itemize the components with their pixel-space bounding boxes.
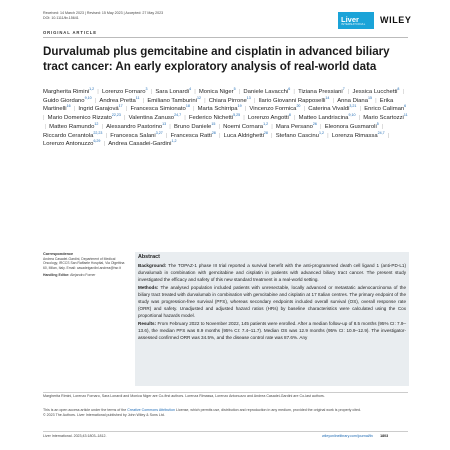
correspondence-block [43,252,125,277]
author-separator: | [72,106,77,113]
author-item [102,89,148,95]
author-separator: | [141,97,146,104]
author-separator: | [95,89,101,95]
author-separator: | [373,97,379,104]
author-item [258,95,330,104]
methods-text: The analysed population included patients with unresectable, locally advanced or metastatic adenocarcinoma of the biliary tract treated with durvalumab in combination with gemcitabine and cisplatin at 17 Italian centres. The primary endpoint of the study was progression-free survival (PFS), whereas secondary endpoints included overall survival (OS), overall response rate (ORR) and safety. Unadjusted and adjusted hazard ratios (HRs) by baseline characteristics were calculated using the Cox proportional hazards model. [138,285,406,318]
author-name: Alessandro Pastorino [106,123,163,130]
author-name: Matteo Landriscina [298,115,349,122]
author-separator: | [380,123,384,130]
author-separator: | [330,97,336,104]
results-label: Results: [138,321,157,327]
correspondence-heading: Correspondence [43,252,74,256]
author-affiliation-sup[interactable]: 3 [145,87,148,92]
author-name: Erika Martinelli [43,97,394,113]
author-item [49,121,99,130]
author-separator: | [124,106,129,113]
author-item [48,115,121,121]
abstract-results [138,321,406,342]
author-affiliation-sup[interactable]: 6 [288,87,291,92]
author-affiliation-sup[interactable]: 11 [403,113,408,118]
author-name: Mario Scartozzi [363,115,404,122]
author-separator: | [357,106,363,113]
author-name: Luca Aldrighetti [223,132,264,139]
doi[interactable]: DOI: 10.1111/liv.15641 [43,16,79,20]
author-affiliation-sup[interactable]: 1,2 [318,130,324,135]
abstract-text [138,263,406,343]
author-separator: | [149,89,154,95]
author-item [298,89,345,95]
author-name: Bruno Daniele [173,123,212,130]
author-separator: | [44,123,48,130]
author-separator: | [269,132,275,139]
author-separator: | [356,115,362,122]
author-item [249,106,300,112]
handling-editor-name: Alejandro Forner [70,272,96,277]
author-separator: | [346,89,352,95]
author-name: Enrico Caliman [364,106,405,113]
author-item [223,121,269,130]
author-affiliation-sup[interactable]: 5 [233,87,236,92]
author-item [324,121,379,130]
author-name: Andrea Pretta [99,97,136,104]
author-item [331,130,385,139]
author-affiliation-sup[interactable]: 3,21 [349,104,357,109]
author-name: Chiara Pirrone [208,97,247,104]
author-item [208,95,251,104]
author-item [43,130,103,139]
author-item [199,89,236,95]
abstract-background [138,263,406,284]
author-item [275,130,324,139]
author-separator: | [269,123,275,130]
author-affiliation-sup[interactable]: 24,7 [377,130,385,135]
logo-main-text: Liver [341,14,359,24]
author-name: Andrea Casadei-Gardini [108,141,172,148]
author-affiliation-sup[interactable]: 12 [94,121,99,126]
author-name: Riccardo Cerantola [43,132,94,139]
received-dates: Received: 14 March 2023 | Revised: 15 May 2023 | Accepted: 27 May 2023 [43,11,164,15]
author-separator: | [237,89,242,95]
author-item [99,95,140,104]
author-name: Emiliano Tamburini [147,97,197,104]
author-item [155,89,191,95]
author-separator: | [386,132,390,139]
author-name: Tiziana Pressiani [298,89,343,95]
license-note [43,408,403,417]
author-affiliation-sup[interactable]: 17 [118,104,123,109]
author-item [198,106,242,112]
author-item [110,130,163,139]
author-separator: | [191,106,197,113]
author-separator: | [202,97,208,104]
author-item [170,130,216,139]
author-item [173,121,216,130]
author-item [78,106,122,112]
author-name: Guido Giordano [43,97,85,104]
author-separator: | [99,123,105,130]
copyright-note: © 2023 The Authors. Liver International published by John Wiley & Sons Ltd. [43,412,165,417]
author-affiliation-sup[interactable]: 1,2 [171,139,177,144]
author-affiliation-sup[interactable]: 4 [189,87,192,92]
handling-editor-label: Handling Editor: [43,272,70,277]
author-name: Valentina Zanuso [128,115,175,122]
author-name: Lorenzo Antonuzzo [43,141,94,148]
author-list [43,88,409,149]
author-separator: | [43,115,47,122]
author-item [353,89,400,95]
author-item [337,95,372,104]
author-item [130,106,189,112]
author-item [299,115,356,121]
author-name: Eleonora Gusmaroli [324,123,377,130]
author-affiliation-sup[interactable]: 13 [162,121,167,126]
author-separator: | [292,115,298,122]
journal-url[interactable]: wileyonlinelibrary.com/journal/liv [322,434,374,438]
author-name: Stefano Cascinu [275,132,319,139]
author-affiliation-sup[interactable]: 6,29 [93,139,101,144]
journal-logo [338,12,374,29]
author-affiliation-sup[interactable]: 15 [211,121,216,126]
author-separator: | [318,123,324,130]
author-name: Lorenzo Fornaro [101,89,146,95]
author-name: Margherita Rimini [43,89,90,95]
page-number: 1803 [380,434,389,438]
license-suffix: License, which permits use, distribution and reproduction in any medium, provided the original work is properly cited. [175,408,362,412]
abstract-heading: Abstract [138,254,160,260]
author-affiliation-sup[interactable]: 9,10 [84,95,92,100]
author-item [147,95,201,104]
author-item [363,115,407,121]
author-affiliation-sup[interactable]: 24,7 [174,113,182,118]
author-item [189,115,240,121]
author-affiliation-sup[interactable]: 1,2 [263,121,269,126]
author-separator: | [243,106,248,113]
author-affiliation-sup[interactable]: 11 [135,95,140,100]
author-name: Anna Diana [337,97,368,104]
author-item [364,106,406,112]
author-affiliation-sup[interactable]: 1,2 [89,87,95,92]
author-affiliation-sup[interactable]: 22,23 [111,113,121,118]
author-item [223,130,268,139]
author-affiliation-sup[interactable]: 26 [312,121,317,126]
author-name: Noemi Cornara [223,123,264,130]
methods-label: Methods: [138,285,159,291]
author-separator: | [93,97,98,104]
license-prefix: This is an open access article under the terms of the [43,408,128,412]
author-item [248,115,291,121]
background-label: Background: [138,263,167,268]
author-name: Matteo Ramundo [49,123,95,130]
author-item [308,106,356,112]
author-separator: | [164,132,170,139]
author-affiliation-sup[interactable]: 12 [196,95,201,100]
author-separator: | [301,106,307,113]
author-item [106,121,167,130]
author-affiliation-sup[interactable]: 16 [66,104,71,109]
author-separator: | [291,89,297,95]
author-affiliation-sup[interactable]: 7 [342,87,345,92]
author-name: Caterina Vivaldi [308,106,350,113]
author-affiliation-sup[interactable]: 5 [376,121,379,126]
footnote-rule [43,392,408,393]
author-item [43,141,100,147]
author-separator: | [101,141,107,148]
author-item [43,89,94,95]
equal-contribution-note: Margherita Rimini, Lorenzo Fornaro, Sara Lonardi and Monica Niger are Co-first authors. Lorenza Rimassa, Lorenzo Antonuzzo and Andrea Casadei-Gardini are Co-last authors. [43,394,325,398]
author-item [43,95,92,104]
header-rule [43,37,408,38]
author-name: Francesca Salani [110,132,156,139]
author-separator: | [325,132,331,139]
background-text: The TOPAZ-1 phase III trial reported a survival benefit with the anti-programmed death cell ligand 1 (anti-PD-L1) durvalumab in combination with gemcitabine and cisplatin in patients with advanced biliary tract cancer. The present study investigated the efficacy and safety of this new standard treatment in a real-world setting. [138,263,406,282]
author-item [108,141,176,147]
journal-footer-right [322,434,388,439]
author-name: Lorenza Rimassa [331,132,378,139]
abstract-methods [138,285,406,320]
author-name: Francesca Ratti [170,132,212,139]
publisher-logo: WILEY [380,15,412,25]
author-name: Vincenzo Formica [249,106,297,113]
author-item [243,89,290,95]
author-affiliation-sup[interactable]: 15 [367,95,372,100]
author-name: Daniele Lavacchi [243,89,289,95]
author-name: Sara Lonardi [155,89,190,95]
author-affiliation-sup[interactable]: 3,27 [155,130,163,135]
author-separator: | [167,123,173,130]
author-separator: | [400,89,405,95]
author-item [275,121,317,130]
author-name: Monica Niger [198,89,234,95]
author-name: Marta Schirripa [197,106,238,113]
author-separator: | [252,97,258,104]
author-separator: | [103,132,109,139]
author-affiliation-sup[interactable]: 5,25 [233,113,241,118]
author-affiliation-sup[interactable]: 8 [397,87,400,92]
author-item [129,115,181,121]
author-separator: | [122,115,128,122]
author-affiliation-sup[interactable]: 18 [185,104,190,109]
article-title: Durvalumab plus gemcitabine and cisplatin in advanced biliary tract cancer: An early exploratory analysis of real-world data [43,45,390,73]
author-affiliation-sup[interactable]: 19 [237,104,242,109]
author-affiliation-sup[interactable]: 13 [246,95,251,100]
author-name: Lorenzo Angotti [247,115,289,122]
author-affiliation-sup[interactable]: 6 [404,104,407,109]
author-affiliation-sup[interactable]: 9,10 [348,113,356,118]
author-affiliation-sup[interactable]: 8 [288,113,291,118]
author-separator: | [241,115,247,122]
license-link[interactable]: Creative Commons Attribution [127,408,176,412]
author-name: Mario Domenico Rizzato [47,115,112,122]
author-affiliation-sup[interactable]: 28 [211,130,216,135]
author-affiliation-sup[interactable]: 22,23 [93,130,103,135]
author-separator: | [182,115,188,122]
author-name: Federico Nichetti [188,115,234,122]
author-affiliation-sup[interactable]: 14 [325,95,330,100]
bottom-rule [43,431,408,432]
logo-sub-text: INTERNATIONAL [341,22,366,26]
author-name: Jessica Lucchetti [352,89,398,95]
author-separator: | [217,132,223,139]
author-separator: | [192,89,198,95]
correspondence-body: Andrea Casadei-Gardini, Department of Medical Oncology, IRCCS San Raffaele Hospital, Via Olgettina 60, Milan, Italy. Email: casadeigardini.andrea@hsr.it [43,257,125,270]
author-affiliation-sup[interactable]: 20 [296,104,301,109]
article-type-label: ORIGINAL ARTICLE [43,30,97,35]
author-name: Ingrid Garajová [78,106,119,113]
author-name: Mara Persano [275,123,313,130]
results-text: From February 2022 to November 2022, 145 patients were enrolled. After a median follow-up of 8.5 months (95% CI: 7.9–13.6), the median PFS was 8.9 months (95% CI: 7.4–11.7). Median OS was 12.9 months (95% CI: 10.9–12.9). The investigator-assessed confirmed ORR was 34.5%, and the disease control rate was 87.6%. Any [138,321,406,341]
journal-citation: Liver International. 2023;43:1803–1812. [43,434,107,438]
author-name: Francesca Simionato [130,106,186,113]
author-affiliation-sup[interactable]: 28 [263,130,268,135]
author-name: Ilario Giovanni Rapposelli [258,97,326,104]
author-separator: | [216,123,222,130]
